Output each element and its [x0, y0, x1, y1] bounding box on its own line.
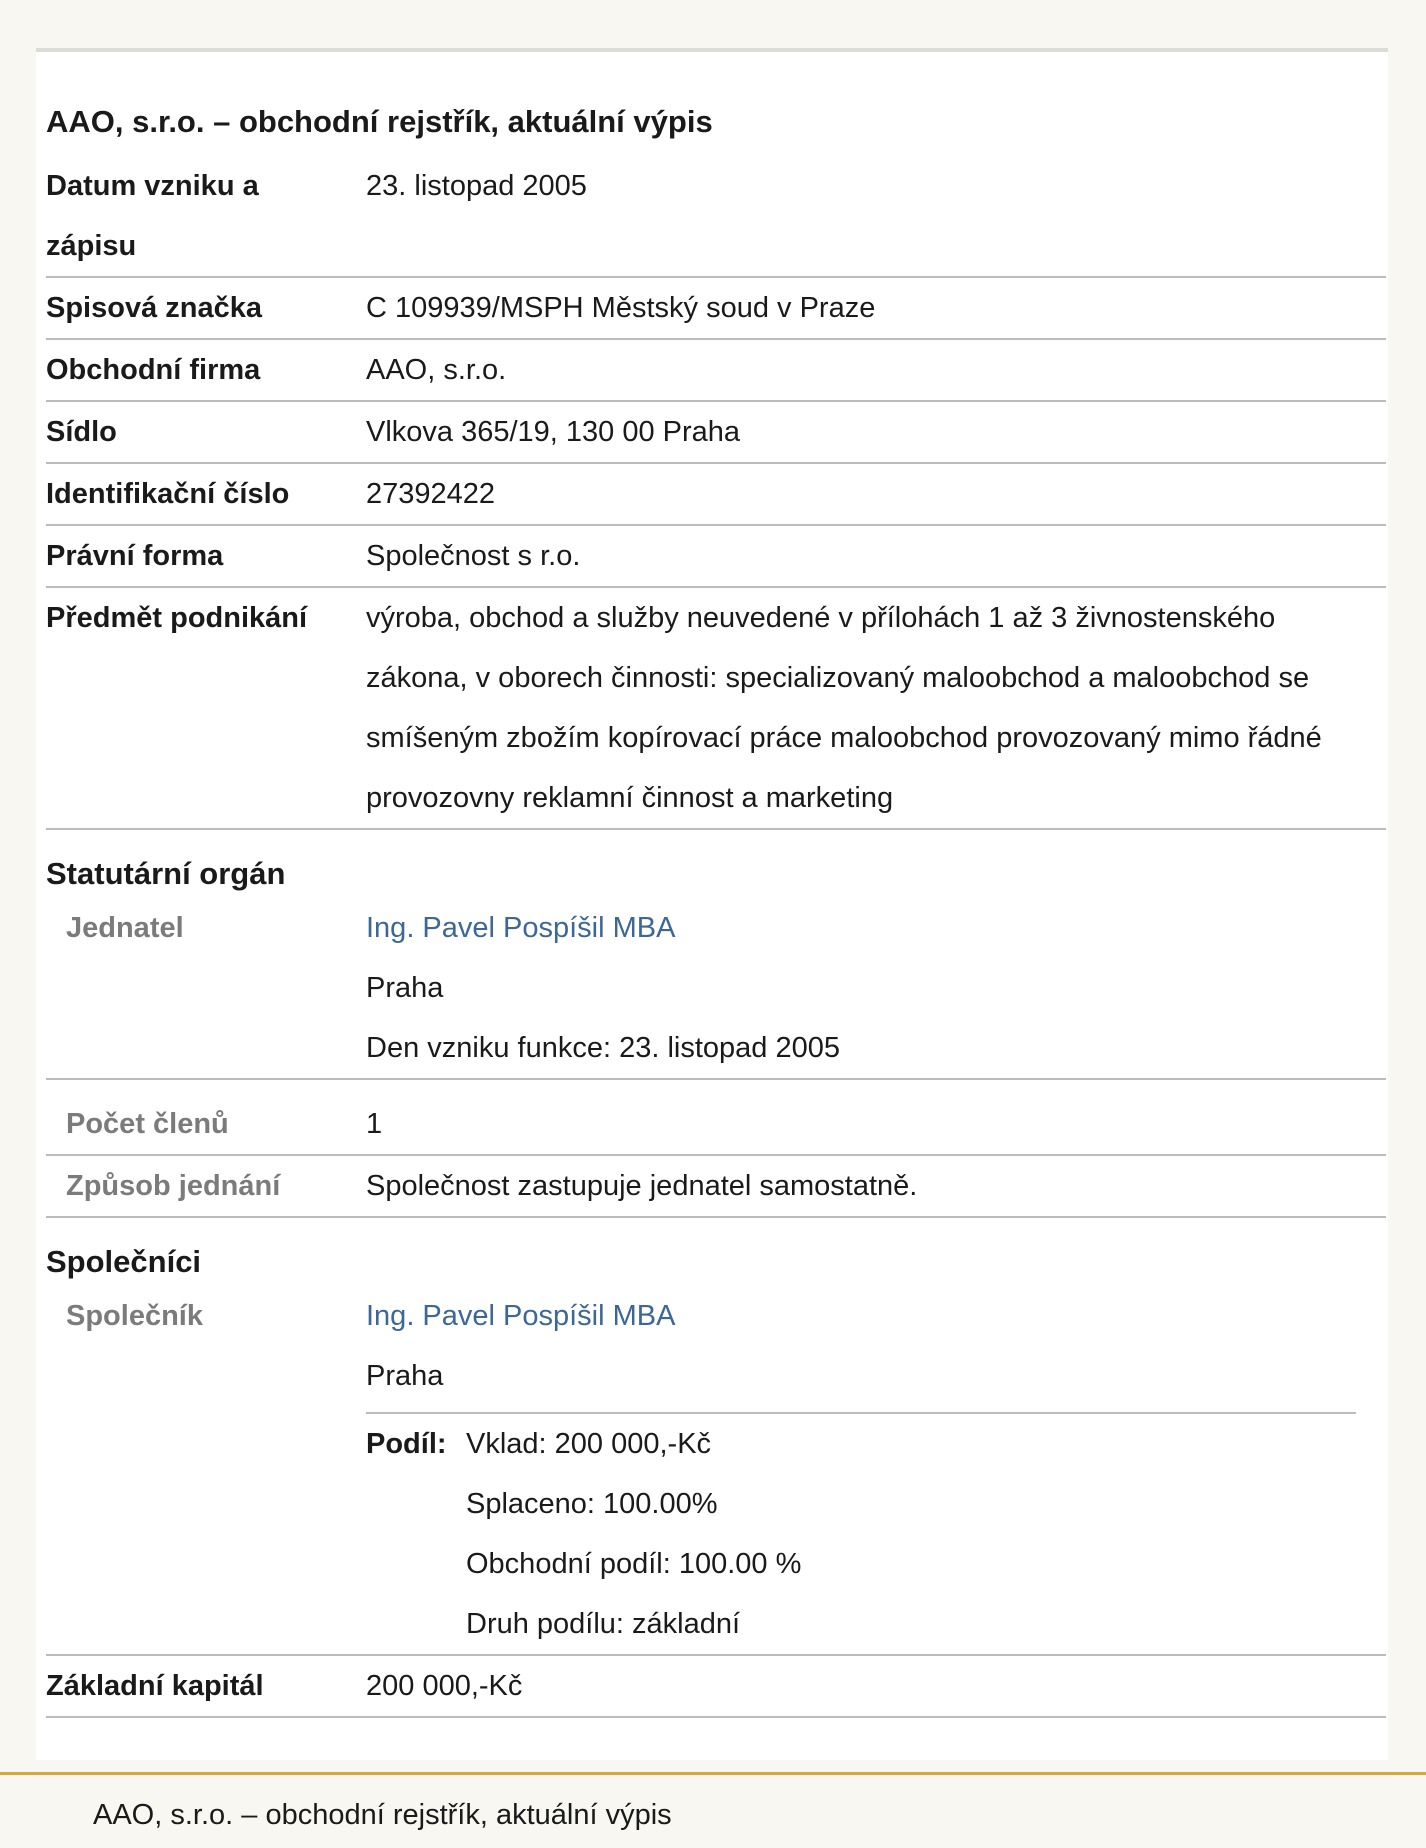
address-label: Sídlo: [46, 416, 117, 448]
business-activity-label: Předmět podnikání: [46, 602, 308, 634]
row-members-count: [46, 1094, 1386, 1156]
row-label: [46, 156, 366, 276]
members-count-label: Počet členů: [66, 1108, 229, 1140]
legal-form-label: Právní forma: [46, 540, 224, 572]
statutory-section-title: Statutární orgán: [46, 856, 286, 891]
address-value: Vlkova 365/19, 130 00 Praha: [366, 416, 741, 448]
partner-city: Praha: [366, 1360, 444, 1392]
row-capital: [46, 1656, 1386, 1718]
company-name-label: Obchodní firma: [46, 354, 261, 386]
row-jednatel: [46, 898, 1386, 1080]
page-footer: [0, 1772, 1426, 1848]
jednatel-city: Praha: [366, 972, 444, 1004]
partner-share: [366, 1412, 1356, 1654]
partners-section-title: Společníci: [46, 1244, 202, 1279]
share-paid: Splaceno: 100.00%: [466, 1488, 718, 1520]
file-number-label: Spisová značka: [46, 292, 262, 324]
share-deposit: Vklad: 200 000,-Kč: [466, 1428, 712, 1460]
jednatel-name-link[interactable]: Ing. Pavel Pospíšil MBA: [366, 912, 676, 944]
row-file-number: [46, 278, 1386, 340]
members-count-value: 1: [366, 1108, 383, 1140]
legal-form-value: Společnost s r.o.: [366, 540, 581, 572]
row-business-activity: [46, 588, 1386, 830]
row-acting-method: [46, 1156, 1386, 1218]
row-id-number: [46, 464, 1386, 526]
row-partner: [46, 1286, 1386, 1656]
footer-text: AAO, s.r.o. – obchodní rejstřík, aktuální výpis: [93, 1799, 672, 1831]
partner-name-link[interactable]: Ing. Pavel Pospíšil MBA: [366, 1300, 676, 1332]
partner-label: Společník: [66, 1300, 203, 1332]
share-business-share: Obchodní podíl: 100.00 %: [466, 1548, 802, 1580]
acting-method-label: Způsob jednání: [66, 1170, 281, 1202]
capital-label: Základní kapitál: [46, 1670, 264, 1702]
record-content: [46, 102, 1386, 1718]
row-date-founded: [46, 156, 1386, 278]
id-number-label: Identifikační číslo: [46, 478, 290, 510]
acting-method-value: Společnost zastupuje jednatel samostatně.: [366, 1170, 918, 1202]
page-title: AAO, s.r.o. – obchodní rejstřík, aktuální výpis: [46, 104, 713, 139]
id-number-value: 27392422: [366, 478, 496, 510]
row-legal-form: [46, 526, 1386, 588]
business-activity-value: výroba, obchod a služby neuvedené v přílohách 1 až 3 živnostenského zákona, v oborech činnosti: specializovaný maloobchod a maloobchod se smíšeným zbožím kopírovací práce maloobchod provozovaný mimo řádné provozovny reklamní činnost a marketing: [366, 602, 1322, 814]
share-type: Druh podílu: základní: [466, 1608, 741, 1640]
partner-details: [366, 1286, 1386, 1654]
jednatel-label: Jednatel: [66, 912, 184, 944]
date-founded-value: 23. listopad 2005: [366, 170, 587, 202]
company-name-value: AAO, s.r.o.: [366, 354, 507, 386]
date-founded-label: Datum vzniku a zápisu: [46, 170, 259, 262]
share-label: Podíl:: [366, 1428, 447, 1460]
capital-value: 200 000,-Kč: [366, 1670, 523, 1702]
record-card: [36, 48, 1388, 1760]
jednatel-details: [366, 898, 1386, 1078]
row-address: [46, 402, 1386, 464]
row-company-name: [46, 340, 1386, 402]
jednatel-since: Den vzniku funkce: 23. listopad 2005: [366, 1032, 840, 1064]
file-number-value: C 109939/MSPH Městský soud v Praze: [366, 292, 876, 324]
share-details: [466, 1414, 801, 1654]
